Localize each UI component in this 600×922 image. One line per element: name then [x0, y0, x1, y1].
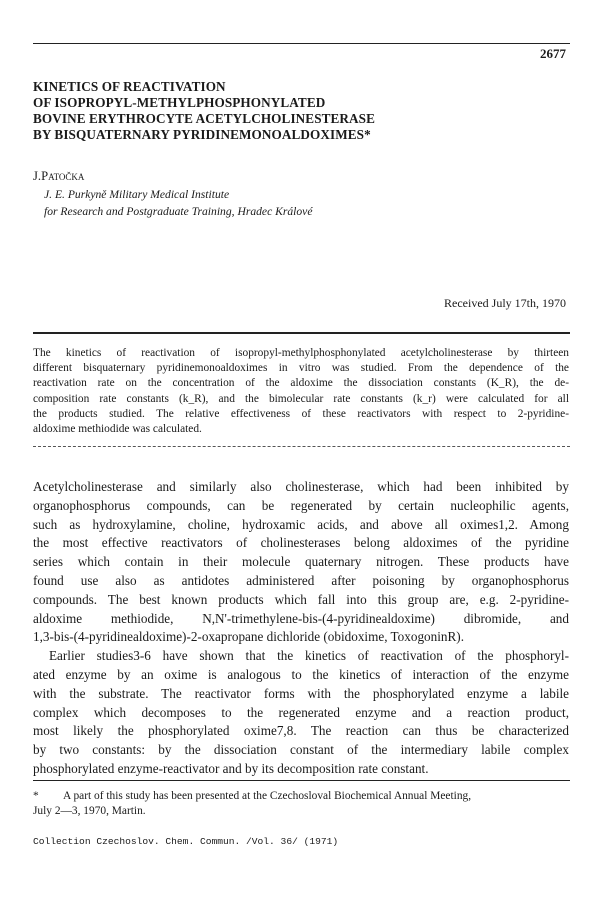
- article-title: [33, 79, 553, 143]
- footnote-marker: *: [33, 790, 39, 802]
- received-date: Received July 17th, 1970: [444, 296, 566, 310]
- affiliation-line: J. E. Purkyně Military Medical Institute: [44, 188, 230, 201]
- title-line: BY BISQUATERNARY PYRIDINEMONOALDOXIMES*: [33, 127, 371, 142]
- body-text: [33, 478, 569, 779]
- body-line: by two constants: by the dissociation constant of the intermediary labile complex: [33, 742, 569, 758]
- body-line: phosphorylated enzyme-reactivator and by its decomposition rate constant.: [33, 760, 429, 776]
- abstract-line: reactivation rate on the concentration of the aldoxime the dissociation constants (K_R), the de-: [33, 377, 569, 390]
- body-line: aldoxime methiodide, N,N'-trimethylene-bis-(4-pyridinealdoxime) dibromide, and: [33, 610, 569, 626]
- author-initial: J.: [33, 169, 42, 183]
- footnote-line: A part of this study has been presented at the Czechosloval Biochemical Annual Meeting,: [63, 790, 472, 802]
- body-line: with the substrate. The reactivator forms with the phosphorylated enzyme a labile: [33, 685, 569, 701]
- body-line: series which contain in their molecule quaternary nitrogen. These products have: [33, 554, 569, 570]
- affiliation: [44, 186, 312, 220]
- body-line: the most effective reactivators of cholinesterases belong aldoximes of the pyridine: [33, 535, 569, 551]
- body-line: such as hydroxylamine, choline, hydroxamic acids, and above all oximes1,2. Among: [33, 516, 569, 532]
- abstract-bottom-rule: [33, 446, 570, 447]
- author-surname: Patočka: [41, 169, 85, 183]
- journal-citation: Collection Czechoslov. Chem. Commun. /Vol. 36/ (1971): [33, 836, 339, 847]
- abstract-top-rule: [33, 332, 570, 334]
- page-number: 2677: [540, 46, 566, 61]
- body-line: Earlier studies3-6 have shown that the kinetics of reactivation of the phosphoryl-: [49, 648, 569, 664]
- footnote-line: July 2—3, 1970, Martin.: [33, 805, 146, 817]
- affiliation-line: for Research and Postgraduate Training, Hradec Králové: [44, 205, 313, 218]
- title-line: OF ISOPROPYL-METHYLPHOSPHONYLATED: [33, 95, 326, 110]
- body-line: Acetylcholinesterase and similarly also cholinesterase, which had been inhibited by: [33, 479, 569, 494]
- body-line: complex which decomposes to the regenerated enzyme and a reaction product,: [33, 704, 569, 720]
- abstract-line: The kinetics of reactivation of isopropyl-methylphosphonylated acetylcholinesterase by thirteen: [33, 347, 569, 359]
- body-line: organophosphorus compounds, can be regenerated by certain nucleophilic agents,: [33, 497, 569, 513]
- body-line: found use also as antidotes administered after poisoning by organophosphorus: [33, 572, 569, 588]
- body-line: ated enzyme by an oxime is analogous to the kinetics of interaction of the enzyme: [33, 666, 569, 682]
- body-line: compounds. The best known products which fall into this group are, e.g. 2-pyridine-: [33, 591, 569, 607]
- footnote-rule: [33, 780, 570, 781]
- title-line: KINETICS OF REACTIVATION: [33, 79, 226, 94]
- author: [33, 169, 84, 184]
- abstract-line: composition rate constants (k_R), and the bimolecular rate constants (k_r) were calculated for all: [33, 392, 569, 405]
- abstract-line: different bisquaternary pyridinemonoaldoximes in vitro was studied. From the dependence of the: [33, 362, 569, 375]
- footnote: [33, 789, 569, 819]
- header-rule: [33, 43, 570, 44]
- abstract: [33, 346, 569, 437]
- title-line: BOVINE ERYTHROCYTE ACETYLCHOLINESTERASE: [33, 111, 375, 126]
- abstract-line: the products studied. The relative effectiveness of these reactivators with respect to 2-pyridine-: [33, 407, 569, 420]
- body-line: most likely the phosphorylated oxime7,8. The reaction can thus be characterized: [33, 723, 569, 739]
- body-line: 1,3-bis-(4-pyridinealdoxime)-2-oxapropane dichloride (obidoxime, ToxogoninR).: [33, 629, 464, 645]
- abstract-line: aldoxime methiodide was calculated.: [33, 423, 202, 436]
